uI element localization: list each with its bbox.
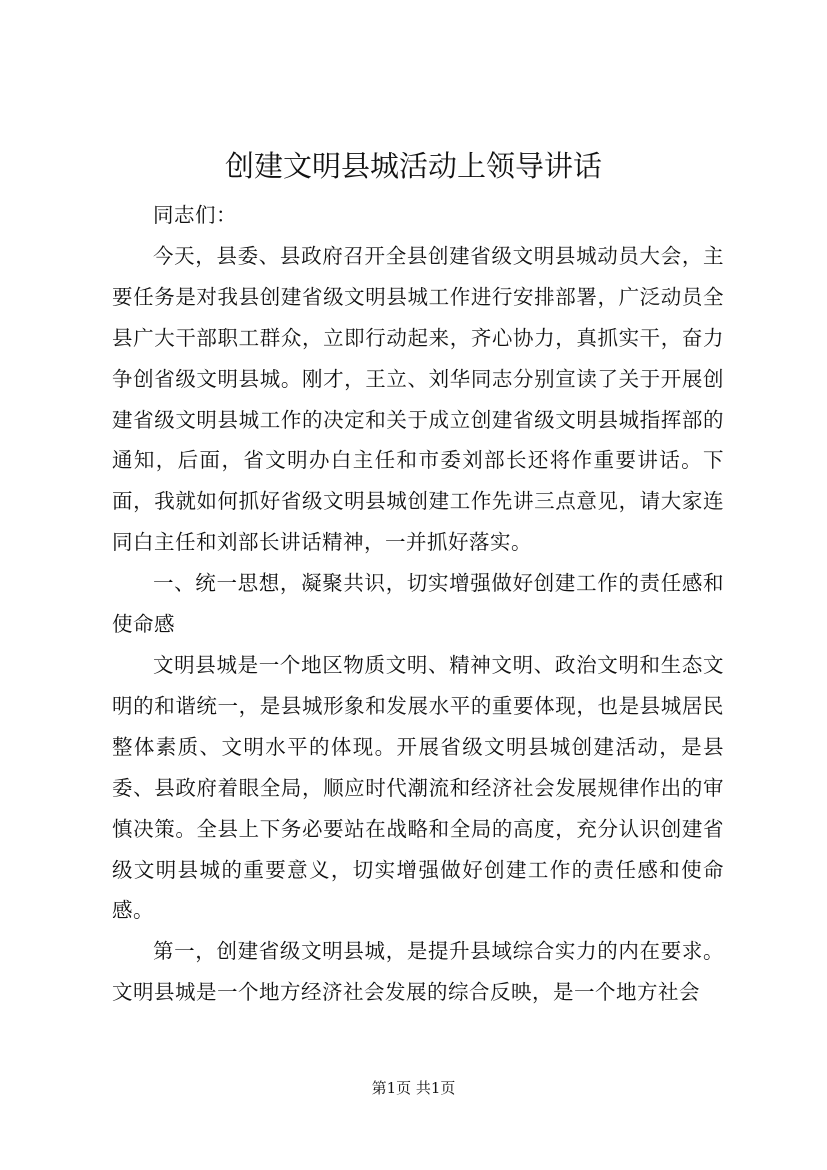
document-body bbox=[112, 195, 724, 1013]
document-title: 创建文明县城活动上领导讲话 bbox=[224, 149, 602, 183]
intro-paragraph: 今天，县委、县政府召开全县创建省级文明县城动员大会，主要任务是对我县创建省级文明县城工作进行安排部署，广泛动员全县广大干部职工群众，立即行动起来，齐心协力，真抓实干，奋力争创省级文明县城。刚才，王立、刘华同志分别宣读了关于开展创建省级文明县城工作的决定和关于成立创建省级文明县城指挥部的通知，后面，省文明办白主任和市委刘部长还将作重要讲话。下面，我就如何抓好省级文明县城创建工作先讲三点意见，请大家连同白主任和刘部长讲话精神，一并抓好落实。 bbox=[112, 243, 724, 555]
page-number-footer: 第1页 共1页 bbox=[371, 1079, 456, 1097]
salutation-paragraph: 同志们： bbox=[153, 203, 237, 227]
section-heading-1: 一、统一思想，凝聚共识，切实增强做好创建工作的责任感和使命感 bbox=[112, 571, 724, 637]
body-paragraph: 文明县城是一个地区物质文明、精神文明、政治文明和生态文明的和谐统一，是县城形象和发展水平的重要体现，也是县城居民整体素质、文明水平的体现。开展省级文明县城创建活动，是县委、县政府着眼全局，顺应时代潮流和经济社会发展规律作出的审慎决策。全县上下务必要站在战略和全局的高度，充分认识创建省级文明县城的重要意义，切实增强做好创建工作的责任感和使命感。 bbox=[112, 652, 724, 923]
body-paragraph: 第一，创建省级文明县城，是提升县域综合实力的内在要求。文明县城是一个地方经济社会发展的综合反映，是一个地方社会 bbox=[112, 939, 724, 1005]
